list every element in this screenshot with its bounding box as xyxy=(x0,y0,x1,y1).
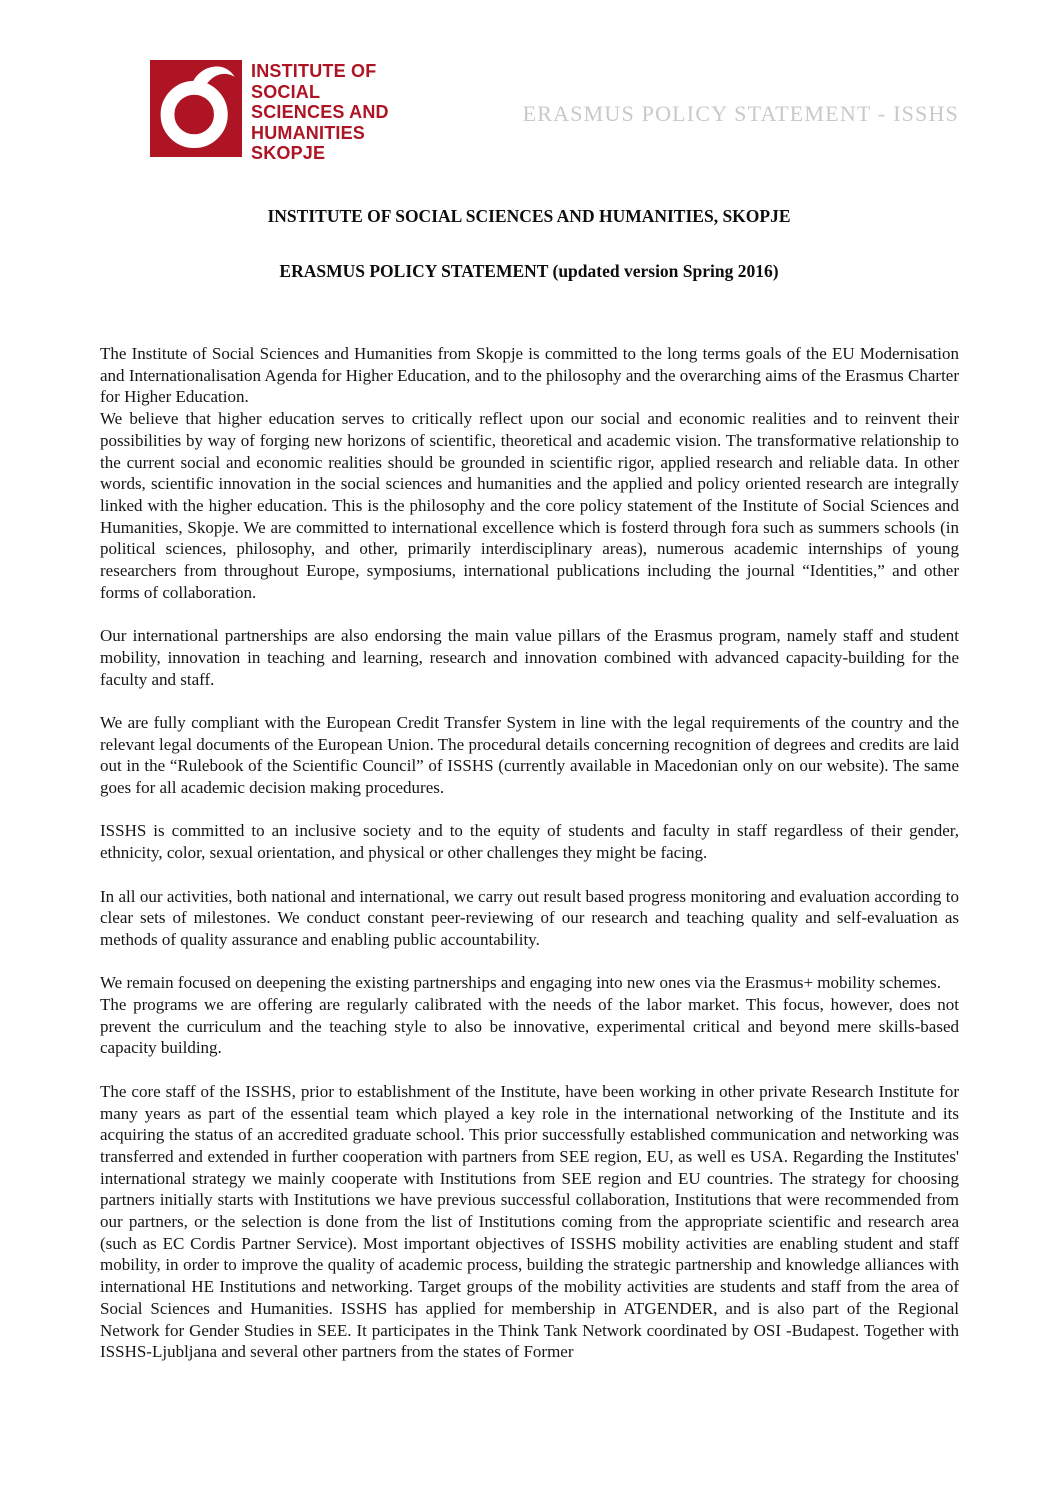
logo-line: SOCIAL xyxy=(251,81,321,102)
logo-line: SCIENCES AND xyxy=(251,102,389,122)
document-body xyxy=(100,343,959,1363)
paragraph-block xyxy=(100,712,959,799)
institute-logo xyxy=(150,60,389,164)
paragraph-block xyxy=(100,343,959,603)
paragraph: The core staff of the ISSHS, prior to establishment of the Institute, have been working in other private Research Institute for many years as part of the essential team which played a key role in the international networking of the Institute and its acquiring the status of an accredited graduate school. This prior successfully established communication and networking was transferred and extended in further cooperation with partners from SEE region, EU, as well es USA. Regarding the Institutes' international strategy we mainly cooperate with Institutions from SEE region and EU countries. The strategy for choosing partners initially starts with Institutions we have previous successful collaboration, Institutions that were recommended from our partners, or the selection is done from the list of Institutions coming from the appropriate scientific and research area (such as EC Cordis Partner Service). Most important objectives of ISSHS mobility activities are enabling student and staff mobility, in order to improve the quality of academic process, building the strategic partnership and knowledge alliances with international HE Institutions and networking. Target groups of the mobility activities are students and staff from the area of Social Sciences and Humanities. ISSHS has applied for membership in ATGENDER, and is also part of the Regional Network for Gender Studies in SEE. It participates in the Think Tank Network coordinated by OSI -Budapest. Together with ISSHS-Ljubljana and several other partners from the states of Former xyxy=(100,1081,959,1362)
paragraph-block xyxy=(100,1081,959,1363)
paragraph-block xyxy=(100,820,959,863)
page-header-watermark: ERASMUS POLICY STATEMENT - ISSHS xyxy=(522,101,959,126)
institute-logo-swirl-icon xyxy=(150,60,242,157)
logo-line: SKOPJE xyxy=(251,143,326,163)
logo-line: HUMANITIES xyxy=(251,122,365,143)
paragraph: Our international partnerships are also endorsing the main value pillars of the Erasmus program, namely staff and student mobility, innovation in teaching and learning, research and innovation combined with advanced capacity-building for the faculty and staff. xyxy=(100,626,959,689)
document-title: INSTITUTE OF SOCIAL SCIENCES AND HUMANITIES, SKOPJE xyxy=(267,206,791,226)
paragraph-block xyxy=(100,886,959,951)
paragraph-block xyxy=(100,972,959,1059)
paragraph: ISSHS is committed to an inclusive society and to the equity of students and faculty in staff regardless of their gender, ethnicity, color, sexual orientation, and physical or other challenges they might be facing. xyxy=(100,821,959,863)
institute-logo-wordmark xyxy=(242,60,389,164)
paragraph: We remain focused on deepening the existing partnerships and engaging into new ones via the Erasmus+ mobility schemes. xyxy=(100,973,942,993)
paragraph-block xyxy=(100,625,959,690)
paragraph: We believe that higher education serves to critically reflect upon our social and economic realities and to reinvent their possibilities by way of forging new horizons of scientific, theoretical and academic vision. The transformative relationship to the current social and economic realities should be grounded in scientific rigor, applied research and reliable data. In other words, scientific innovation in the social sciences and humanities and the applied and policy oriented research are integrally linked with the higher education. This is the philosophy and the core policy statement of the Institute of Social Sciences and Humanities, Skopje. We are committed to international excellence which is fosterd through fora such as summers schools (in political sciences, philosophy, and other, primarily interdisciplinary areas), numerous academic internships of young researchers from throughout Europe, symposiums, international publications including the journal “Identities,” and other forms of collaboration. xyxy=(100,409,959,602)
paragraph: The Institute of Social Sciences and Humanities from Skopje is committed to the long terms goals of the EU Modernisation and Internationalisation Agenda for Higher Education, and to the philosophy and the overarching aims of the Erasmus Charter for Higher Education. xyxy=(100,344,959,407)
paragraph: In all our activities, both national and international, we carry out result based progress monitoring and evaluation according to clear sets of milestones. We conduct constant peer-reviewing of our research and teaching quality and self-evaluation as methods of quality assurance and enabling public accountability. xyxy=(100,886,959,949)
paragraph: The programs we are offering are regularly calibrated with the needs of the labor market. This focus, however, does not prevent the curriculum and the teaching style to also be innovative, experimental critical and beyond mere skills-based capacity building. xyxy=(100,995,959,1058)
logo-line: INSTITUTE OF xyxy=(251,61,377,81)
document-subtitle: ERASMUS POLICY STATEMENT (updated version Spring 2016) xyxy=(279,261,779,281)
paragraph: We are fully compliant with the European Credit Transfer System in line with the legal requirements of the country and the relevant legal documents of the European Union. The procedural details concerning recognition of degrees and credits are laid out in the “Rulebook of the Scientific Council” of ISSHS (currently available in Macedonian only on our website). The same goes for all academic decision making procedures. xyxy=(100,712,959,798)
